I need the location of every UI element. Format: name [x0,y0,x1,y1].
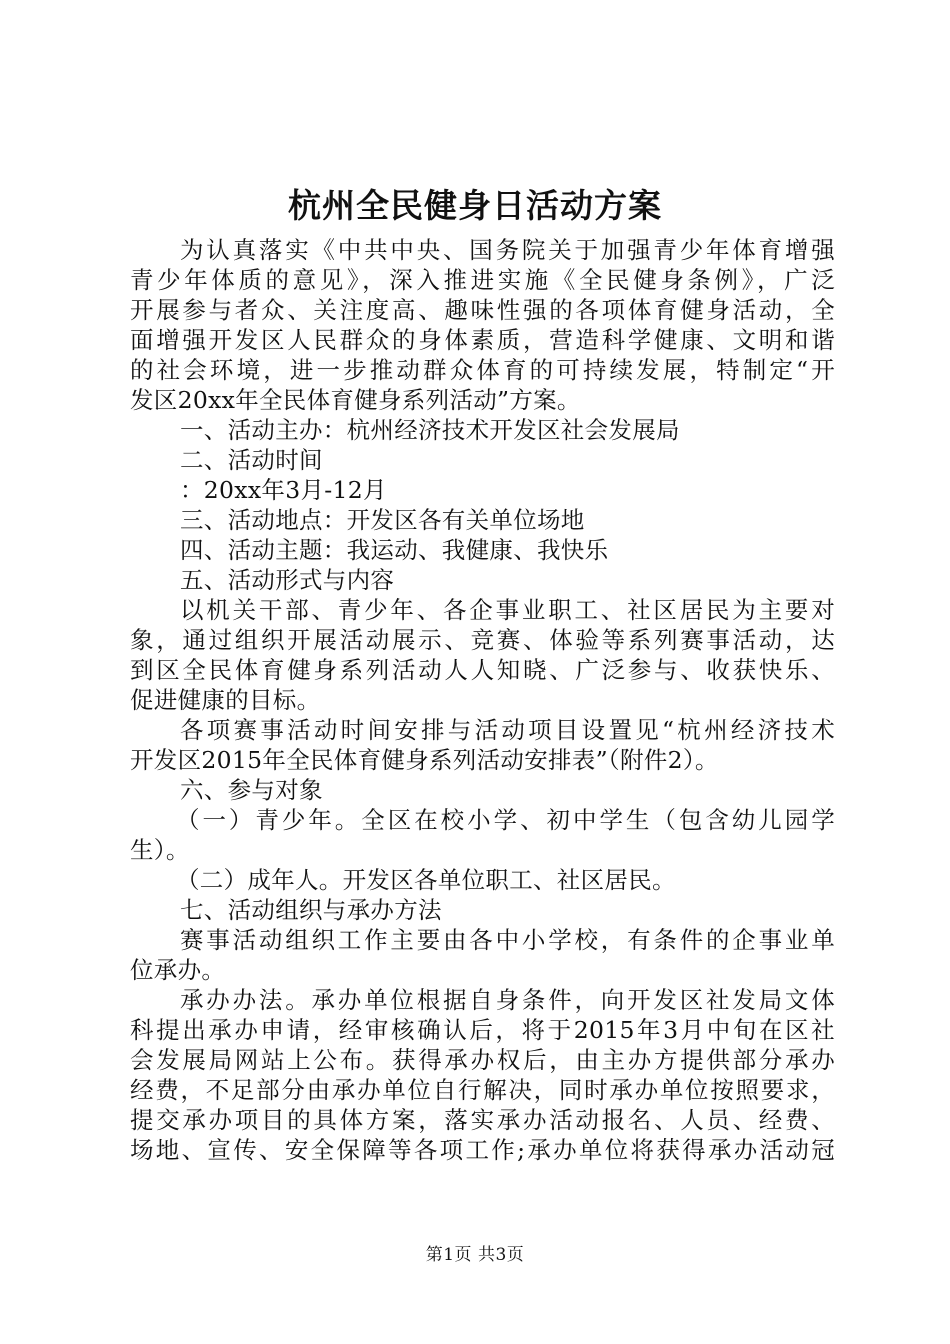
section-heading: 七、活动组织与承办方法 [180,896,442,924]
body-line: 开展参与者众、关注度高、趣味性强的各项体育健身活动，全 [130,296,835,324]
section-heading: 一、活动主办：杭州经济技术开发区社会发展局 [180,416,680,444]
body-line: 以机关干部、青少年、各企事业职工、社区居民为主要对 [180,596,835,624]
body-line: 象，通过组织开展活动展示、竞赛、体验等系列赛事活动，达 [130,626,835,654]
body-line: 开发区2015年全民体育健身系列活动安排表”（附件2）。 [130,746,719,774]
body-line: 提交承办项目的具体方案，落实承办活动报名、人员、经费、 [130,1106,835,1134]
body-line: ：20xx年3月-12月 [180,476,387,504]
body-line: 到区全民体育健身系列活动人人知晓、广泛参与、收获快乐、 [130,656,835,684]
section-heading: 六、参与对象 [180,776,323,804]
section-heading: 二、活动时间 [180,446,323,474]
body-line: 面增强开发区人民群众的身体素质，营造科学健康、文明和谐 [130,326,835,354]
body-line: （一）青少年。全区在校小学、初中学生（包含幼儿园学 [176,806,835,834]
body-line: 促进健康的目标。 [130,686,321,714]
body-line: 的社会环境，进一步推动群众体育的可持续发展，特制定“开 [130,356,835,384]
body-line: 各项赛事活动时间安排与活动项目设置见“杭州经济技术 [180,716,835,744]
body-line: （二）成年人。开发区各单位职工、社区居民。 [176,866,676,894]
body-line: 为认真落实《中共中央、国务院关于加强青少年体育增强 [180,236,835,264]
document-title: 杭州全民健身日活动方案 [288,186,662,225]
section-heading: 五、活动形式与内容 [180,566,395,594]
document-body [130,235,835,1165]
body-line: 科提出承办申请，经审核确认后，将于2015年3月中旬在区社 [130,1016,835,1044]
body-line: 会发展局网站上公布。获得承办权后，由主办方提供部分承办 [130,1046,835,1074]
body-line: 发区20xx年全民体育健身系列活动”方案。 [130,386,581,414]
body-line: 经费，不足部分由承办单位自行解决，同时承办单位按照要求， [130,1076,835,1104]
section-heading: 四、活动主题：我运动、我健康、我快乐 [180,536,609,564]
page-number-footer: 第1页 共3页 [425,1245,525,1265]
body-line: 赛事活动组织工作主要由各中小学校，有条件的企事业单 [180,926,835,954]
body-line: 生）。 [130,836,190,864]
body-line: 青少年体质的意见》，深入推进实施《全民健身条例》，广泛 [130,266,835,294]
body-line: 承办办法。承办单位根据自身条件，向开发区社发局文体 [180,986,835,1014]
section-heading: 三、活动地点：开发区各有关单位场地 [180,506,585,534]
body-line: 位承办。 [130,956,226,984]
body-line: 场地、宣传、安全保障等各项工作;承办单位将获得承办活动冠 [130,1136,835,1164]
